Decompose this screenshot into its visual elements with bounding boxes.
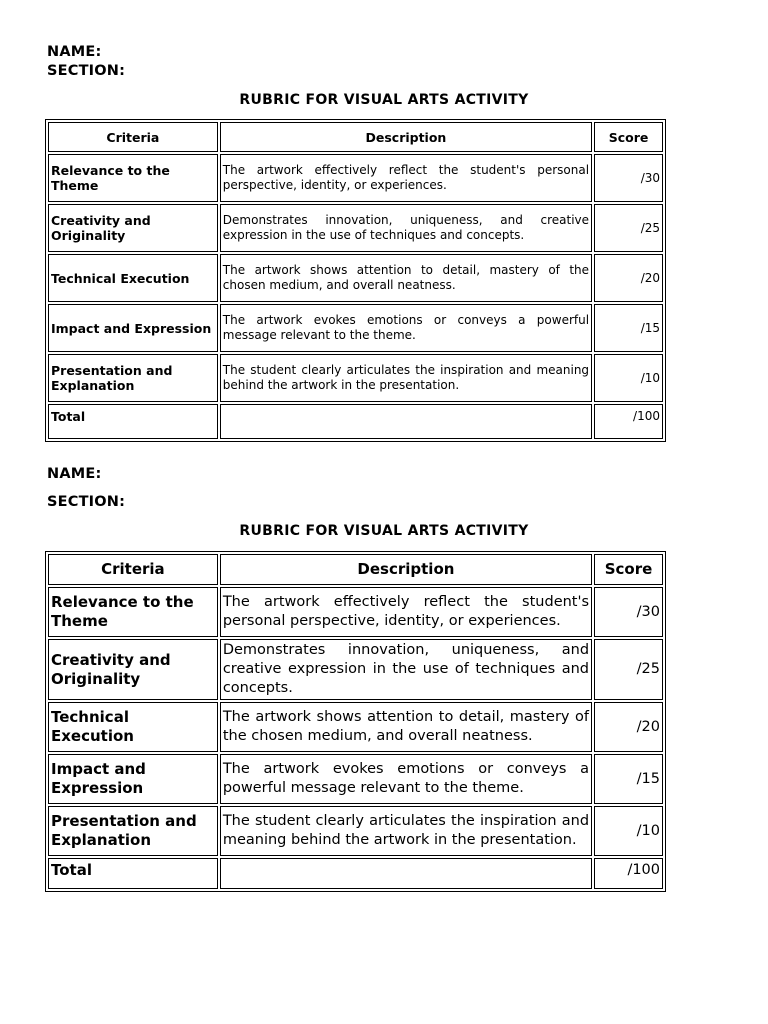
name-label: NAME: xyxy=(47,466,102,482)
table-row xyxy=(48,254,663,302)
rubric-title: RUBRIC FOR VISUAL ARTS ACTIVITY xyxy=(239,92,529,108)
description-cell: The artwork shows attention to detail, mastery of the chosen medium, and overall neatness. xyxy=(220,702,592,752)
score-cell[interactable]: /30 xyxy=(594,587,663,637)
score-cell[interactable]: /25 xyxy=(594,639,663,700)
criteria-cell: Creativity and Originality xyxy=(48,204,218,252)
criteria-cell: Presentation and Explanation xyxy=(48,806,218,856)
section-label: SECTION: xyxy=(47,494,126,510)
criteria-cell: Technical Execution xyxy=(48,254,218,302)
section-label: SECTION: xyxy=(47,63,126,79)
rubric-table xyxy=(45,551,666,892)
table-header-row xyxy=(48,122,663,152)
table-row xyxy=(48,204,663,252)
total-label: Total xyxy=(48,858,218,889)
score-cell[interactable]: /20 xyxy=(594,702,663,752)
description-cell: The artwork evokes emotions or conveys a powerful message relevant to the theme. xyxy=(220,304,592,352)
description-cell: Demonstrates innovation, uniqueness, and creative expression in the use of techniques and concepts. xyxy=(220,204,592,252)
table-row xyxy=(48,639,663,700)
name-label: NAME: xyxy=(47,44,102,60)
description-cell: The artwork evokes emotions or conveys a powerful message relevant to the theme. xyxy=(220,754,592,804)
description-cell: Demonstrates innovation, uniqueness, and creative expression in the use of techniques and concepts. xyxy=(220,639,592,700)
total-score-cell[interactable]: /100 xyxy=(594,404,663,439)
table-header-row xyxy=(48,554,663,585)
score-cell[interactable]: /30 xyxy=(594,154,663,202)
description-cell: The student clearly articulates the inspiration and meaning behind the artwork in the presentation. xyxy=(220,806,592,856)
table-row xyxy=(48,806,663,856)
score-cell[interactable]: /10 xyxy=(594,806,663,856)
description-header: Description xyxy=(220,554,592,585)
criteria-cell: Creativity and Originality xyxy=(48,639,218,700)
table-row xyxy=(48,304,663,352)
table-row xyxy=(48,154,663,202)
rubric-table xyxy=(45,119,666,442)
criteria-header: Criteria xyxy=(48,122,218,152)
description-cell: The artwork effectively reflect the student's personal perspective, identity, or experiences. xyxy=(220,587,592,637)
criteria-cell: Relevance to the Theme xyxy=(48,154,218,202)
rubric-title: RUBRIC FOR VISUAL ARTS ACTIVITY xyxy=(239,523,529,539)
score-cell[interactable]: /25 xyxy=(594,204,663,252)
criteria-cell: Impact and Expression xyxy=(48,304,218,352)
description-cell: The artwork shows attention to detail, mastery of the chosen medium, and overall neatness. xyxy=(220,254,592,302)
description-header: Description xyxy=(220,122,592,152)
total-row xyxy=(48,404,663,439)
total-row xyxy=(48,858,663,889)
description-cell: The artwork effectively reflect the student's personal perspective, identity, or experiences. xyxy=(220,154,592,202)
score-cell[interactable]: /15 xyxy=(594,754,663,804)
table-row xyxy=(48,702,663,752)
total-label: Total xyxy=(48,404,218,439)
description-cell: The student clearly articulates the inspiration and meaning behind the artwork in the presentation. xyxy=(220,354,592,402)
score-header: Score xyxy=(594,554,663,585)
criteria-cell: Relevance to the Theme xyxy=(48,587,218,637)
criteria-cell: Presentation and Explanation xyxy=(48,354,218,402)
score-cell[interactable]: /15 xyxy=(594,304,663,352)
total-description-cell xyxy=(220,858,592,889)
table-row xyxy=(48,587,663,637)
score-cell[interactable]: /10 xyxy=(594,354,663,402)
criteria-cell: Technical Execution xyxy=(48,702,218,752)
score-header: Score xyxy=(594,122,663,152)
table-row xyxy=(48,754,663,804)
criteria-cell: Impact and Expression xyxy=(48,754,218,804)
table-row xyxy=(48,354,663,402)
total-score-cell[interactable]: /100 xyxy=(594,858,663,889)
score-cell[interactable]: /20 xyxy=(594,254,663,302)
total-description-cell xyxy=(220,404,592,439)
criteria-header: Criteria xyxy=(48,554,218,585)
